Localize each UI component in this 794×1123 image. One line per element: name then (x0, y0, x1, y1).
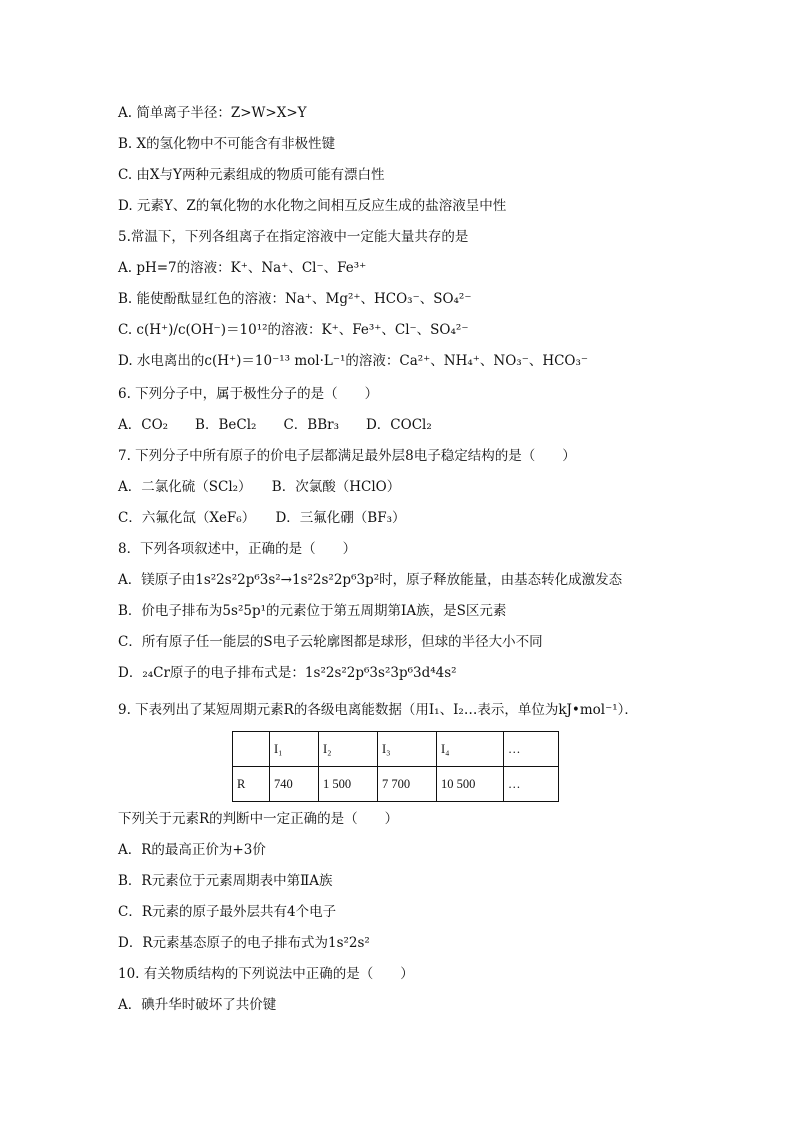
q9-option-c: C．R元素的原子最外层共有4个电子 (118, 904, 337, 920)
q10-option-a: A．碘升华时破坏了共价键 (118, 997, 277, 1013)
q7-options-row2: C．六氟化氙（XeF₆） D．三氟化硼（BF₃） (118, 510, 406, 526)
table-cell: I₁ (270, 732, 319, 767)
q8-option-b: B．价电子排布为5s²5p¹的元素位于第五周期第ⅠA族，是S区元素 (118, 603, 507, 619)
q5-option-b: B. 能使酚酞显红色的溶液：Na⁺、Mg²⁺、HCO₃⁻、SO₄²⁻ (118, 291, 472, 307)
table-cell (233, 732, 270, 767)
table-cell: 1 500 (319, 767, 378, 802)
q8-option-c: C．所有原子任一能层的S电子云轮廓图都是球形，但球的半径大小不同 (118, 634, 543, 650)
table-cell: I₄ (437, 732, 504, 767)
q6-options: A．CO₂ B．BeCl₂ C．BBr₃ D．COCl₂ (118, 417, 432, 433)
q9-option-d: D．R元素基态原子的电子排布式为1s²2s² (118, 935, 370, 951)
q8-stem: 8．下列各项叙述中，正确的是（ ） (118, 541, 357, 557)
table-cell: I₃ (378, 732, 437, 767)
q4-option-a: A. 简单离子半径：Z>W>X>Y (118, 105, 307, 121)
q9-question: 下列关于元素R的判断中一定正确的是（ ） (118, 811, 399, 827)
q9-stem: 9. 下表列出了某短周期元素R的各级电离能数据（用I₁、I₂…表示，单位为kJ•mol⁻¹）． (118, 702, 638, 718)
q4-option-c: C. 由X与Y两种元素组成的物质可能有漂白性 (118, 167, 385, 183)
q5-option-a: A. pH=7的溶液：K⁺、Na⁺、Cl⁻、Fe³⁺ (118, 260, 367, 276)
table-cell: 7 700 (378, 767, 437, 802)
q6-stem: 6. 下列分子中，属于极性分子的是（ ） (118, 386, 379, 402)
table-header-row (233, 732, 559, 767)
ionization-energy-table (232, 731, 559, 802)
q8-option-d: D．₂₄Cr原子的电子排布式是：1s²2s²2p⁶3s²3p⁶3d⁴4s² (118, 665, 457, 681)
q5-option-d: D. 水电离出的c(H⁺)＝10⁻¹³ mol·L⁻¹的溶液：Ca²⁺、NH₄⁺、NO₃⁻、HCO₃⁻ (118, 353, 589, 369)
table-cell: … (504, 732, 559, 767)
table-cell: I₂ (319, 732, 378, 767)
table-cell: R (233, 767, 270, 802)
q9-option-b: B．R元素位于元素周期表中第ⅡA族 (118, 873, 333, 889)
q10-stem: 10. 有关物质结构的下列说法中正确的是（ ） (118, 966, 414, 982)
table-cell: 10 500 (437, 767, 504, 802)
q7-options-row1: A．二氯化硫（SCl₂） B．次氯酸（HClO） (118, 479, 401, 495)
table-cell: … (504, 767, 559, 802)
q4-option-d: D. 元素Y、Z的氧化物的水化物之间相互反应生成的盐溶液呈中性 (118, 198, 507, 214)
q9-option-a: A．R的最高正价为+3价 (118, 842, 266, 858)
table-row (233, 767, 559, 802)
q8-option-a: A．镁原子由1s²2s²2p⁶3s²→1s²2s²2p⁶3p²时，原子释放能量，由基态转化成激发态 (118, 572, 623, 588)
q5-stem: 5.常温下，下列各组离子在指定溶液中一定能大量共存的是 (118, 229, 469, 245)
q4-option-b: B. X的氢化物中不可能含有非极性键 (118, 136, 336, 152)
q5-option-c: C. c(H⁺)/c(OH⁻)＝10¹²的溶液：K⁺、Fe³⁺、Cl⁻、SO₄²⁻ (118, 322, 469, 338)
table-cell: 740 (270, 767, 319, 802)
q7-stem: 7. 下列分子中所有原子的价电子层都满足最外层8电子稳定结构的是（ ） (118, 448, 576, 464)
